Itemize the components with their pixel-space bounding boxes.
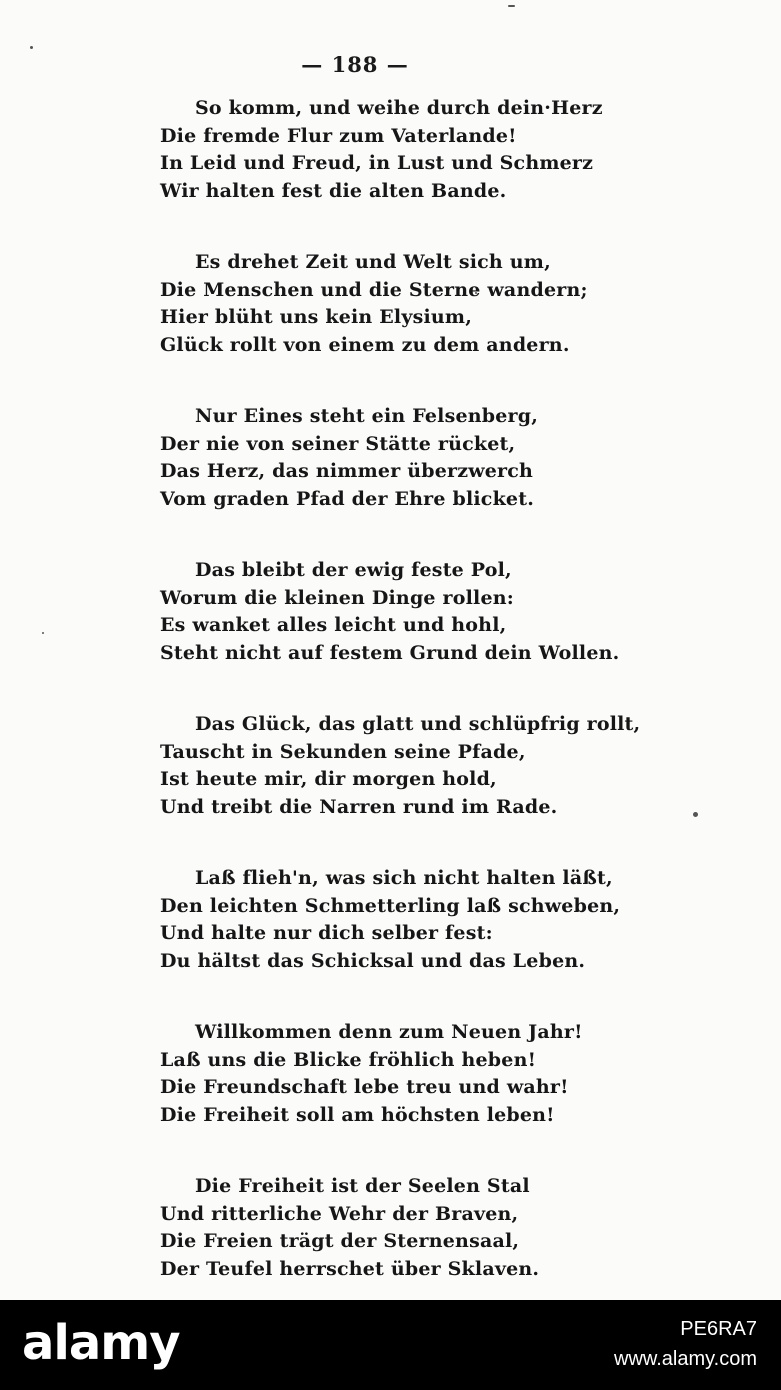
poem-line: Die Freundschaft lebe treu und wahr! [160,1076,569,1098]
poem-line: So komm, und weihe durch dein·Herz [195,97,603,119]
poem-line: In Leid und Freud, in Lust und Schmerz [160,152,594,174]
image-id: PE6RA7 [680,1318,757,1340]
poem-line: Und ritterliche Wehr der Braven, [160,1202,519,1225]
poem-line: Wir halten fest die alten Bande. [160,179,507,202]
poem-line: Es wanket alles leicht und hohl, [160,614,507,636]
poem-line: Die Freien trägt der Sternensaal, [160,1230,520,1252]
poem-line: Vom graden Pfad der Ehre blicket. [160,487,535,510]
poem-line: Die fremde Flur zum Vaterlande! [160,124,517,147]
stanza [160,1173,720,1283]
poem-line: Es drehet Zeit und Welt sich um, [195,251,551,273]
poem-line: Das Herz, das nimmer überzwerch [160,460,534,482]
stanza [160,403,720,513]
poem-line: Laß flieh'n, was sich nicht halten läßt, [195,867,613,889]
poem-line: Ist heute mir, dir morgen hold, [160,768,497,790]
poem-line: Die Menschen und die Sterne wandern; [160,278,588,301]
poem-line: Und halte nur dich selber fest: [160,922,493,944]
poem [160,95,720,1327]
stanza [160,557,720,667]
poem-line: Und treibt die Narren rund im Rade. [160,795,558,818]
poem-line: Das Glück, das glatt und schlüpfrig rollt, [195,713,641,735]
poem-line: Nur Eines steht ein Felsenberg, [195,405,539,427]
dust-speck [30,46,33,49]
poem-line: Das bleibt der ewig feste Pol, [195,559,512,581]
poem-line: Laß uns die Blicke fröhlich heben! [160,1048,537,1071]
alamy-logo: alamy [22,1315,180,1371]
poem-line: Du hältst das Schicksal und das Leben. [160,949,586,972]
poem-line: Willkommen denn zum Neuen Jahr! [195,1021,583,1043]
stanza [160,249,720,359]
poem-line: Hier blüht uns kein Elysium, [160,306,473,328]
stanza [160,865,720,975]
poem-line: Worum die kleinen Dinge rollen: [160,586,514,609]
poem-line: Der Teufel herrschet über Sklaven. [160,1257,540,1280]
stanza [160,95,720,205]
poem-line: Glück rollt von einem zu dem andern. [160,333,570,356]
page-number: — 188 — [301,52,409,77]
poem-line: Den leichten Schmetterling laß schweben, [160,894,621,917]
poem-line: Steht nicht auf festem Grund dein Wollen. [160,641,620,664]
watermark-banner [0,1300,781,1390]
stanza [160,1019,720,1129]
poem-line: Tauscht in Sekunden seine Pfade, [160,740,526,763]
dust-speck [508,5,515,7]
poem-line: Der nie von seiner Stätte rücket, [160,432,516,455]
stanza [160,711,720,821]
poem-line: Die Freiheit soll am höchsten leben! [160,1103,555,1126]
poem-line: Die Freiheit ist der Seelen Stal [195,1175,530,1197]
dust-speck [42,632,44,634]
site-url: www.alamy.com [614,1348,757,1370]
